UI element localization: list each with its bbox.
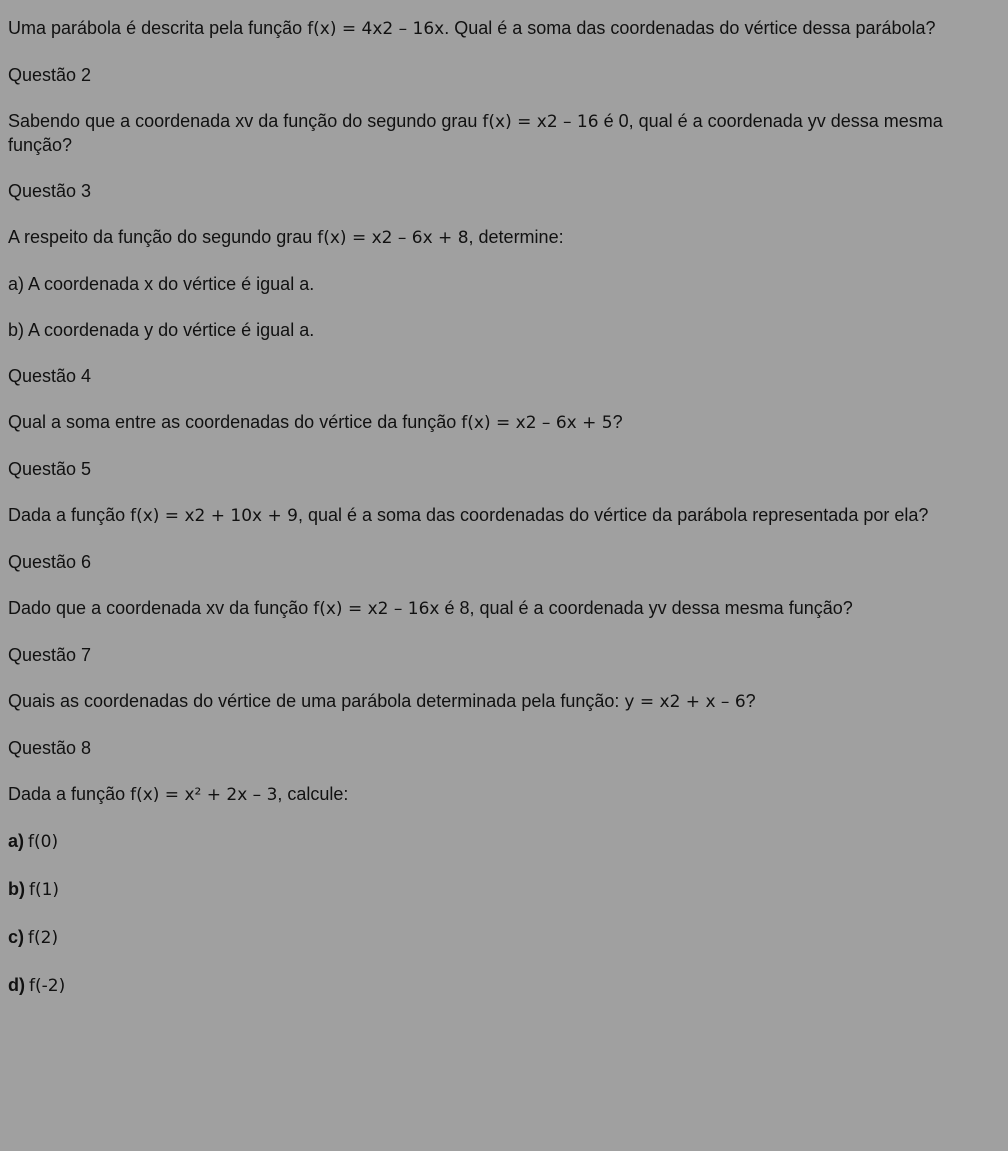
question-8-formula: f(x) = x² + 2x – 3 (130, 785, 278, 805)
question-8-item-a-label: a) (8, 831, 25, 851)
question-2-text-after: é 0, qual é a coordenada yv dessa mesma função? (8, 111, 943, 155)
question-8-item-d-label: d) (8, 975, 25, 995)
question-1-text-before: Uma parábola é descrita pela função (8, 18, 308, 38)
question-8-title: Questão 8 (8, 738, 92, 758)
question-1-text (8, 17, 968, 41)
question-1-text-after: . Qual é a soma das coordenadas do vértice dessa parábola? (444, 18, 936, 38)
question-8-item-d (8, 974, 968, 998)
question-7-text (8, 690, 968, 714)
question-2-formula: f(x) = x2 – 16 (482, 112, 599, 132)
question-7-text-before: Quais as coordenadas do vértice de uma parábola determinada pela função: (8, 691, 625, 711)
question-8-text-after: , calcule: (277, 784, 349, 804)
question-4-text-before: Qual a soma entre as coordenadas do vértice da função (8, 412, 462, 432)
question-5-text (8, 504, 968, 528)
question-5-title: Questão 5 (8, 459, 92, 479)
question-7-title: Questão 7 (8, 645, 92, 665)
question-4-text (8, 411, 968, 435)
question-4-title: Questão 4 (8, 366, 92, 386)
question-3-text (8, 226, 968, 250)
question-8-text-before: Dada a função (8, 784, 131, 804)
question-8-item-b-label: b) (8, 879, 25, 899)
question-8-item-c (8, 926, 968, 950)
question-2-title: Questão 2 (8, 65, 92, 85)
question-6-title: Questão 6 (8, 552, 92, 572)
question-2-text (8, 110, 968, 157)
question-4-formula: f(x) = x2 – 6x + 5 (461, 413, 613, 433)
question-8-item-a-value: f(0) (28, 832, 59, 852)
question-3-title: Questão 3 (8, 181, 92, 201)
question-3-item-b: b) A coordenada y do vértice é igual a. (8, 320, 315, 340)
question-8-item-c-label: c) (8, 927, 25, 947)
question-3-text-after: , determine: (468, 227, 564, 247)
question-8-item-d-value: f(-2) (29, 976, 66, 996)
question-3-formula: f(x) = x2 – 6x + 8 (317, 228, 469, 248)
question-8-text (8, 783, 968, 807)
question-1-formula: f(x) = 4x2 – 16x (307, 19, 445, 39)
question-6-formula: f(x) = x2 – 16x (313, 599, 440, 619)
question-7-formula: y = x2 + x – 6 (624, 692, 746, 712)
question-8-item-c-value: f(2) (28, 928, 59, 948)
question-5-formula: f(x) = x2 + 10x + 9 (130, 506, 298, 526)
question-6-text (8, 597, 968, 621)
question-3-text-before: A respeito da função do segundo grau (8, 227, 318, 247)
question-2-text-before: Sabendo que a coordenada xv da função do segundo grau (8, 111, 483, 131)
question-5-text-after: , qual é a soma das coordenadas do vértice da parábola representada por ela? (297, 505, 929, 525)
question-5-text-before: Dada a função (8, 505, 131, 525)
question-6-text-after: é 8, qual é a coordenada yv dessa mesma função? (439, 598, 853, 618)
question-8-item-b (8, 878, 968, 902)
question-7-text-after: ? (745, 691, 756, 711)
question-8-item-b-value: f(1) (29, 880, 60, 900)
question-3-item-a: a) A coordenada x do vértice é igual a. (8, 274, 315, 294)
question-8-item-a (8, 830, 968, 854)
question-6-text-before: Dado que a coordenada xv da função (8, 598, 314, 618)
question-4-text-after: ? (612, 412, 623, 432)
